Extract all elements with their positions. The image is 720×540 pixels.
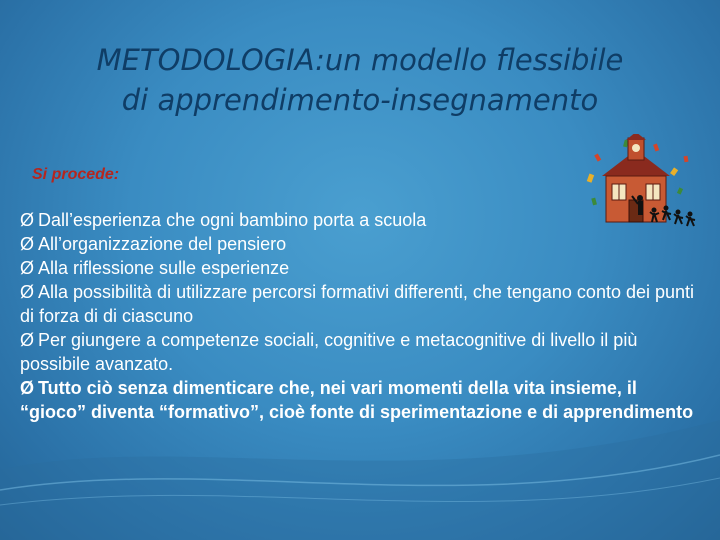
- list-item: [20, 376, 700, 424]
- list-item-text: All’organizzazione del pensiero: [38, 234, 287, 254]
- list-item: [20, 208, 700, 232]
- arrow-bullet-icon: Ø: [20, 282, 35, 302]
- list-item-text: Per giungere a competenze sociali, cognitive e metacognitive di livello il più possibile avanzato.: [20, 330, 638, 374]
- arrow-bullet-icon: Ø: [20, 258, 35, 278]
- list-item: [20, 280, 700, 328]
- arrow-bullet-icon: Ø: [20, 210, 35, 230]
- list-item: [20, 232, 700, 256]
- title-line-2: di apprendimento-insegnamento: [121, 83, 599, 117]
- arrow-bullet-icon: Ø: [20, 330, 35, 350]
- slide-title: [20, 40, 700, 120]
- subtitle: Si procede:: [32, 166, 120, 183]
- arrow-bullet-icon: Ø: [20, 234, 35, 254]
- list-item: [20, 256, 700, 280]
- arrow-bullet-icon: Ø: [20, 378, 35, 398]
- list-item-text: Dall’esperienza che ogni bambino porta a scuola: [38, 210, 427, 230]
- list-item: [20, 328, 700, 376]
- list-item-text: Tutto ciò senza dimenticare che, nei vari momenti della vita insieme, il “gioco” diventa “formativo”, cioè fonte di sperimentazione e di apprendimento: [20, 378, 694, 422]
- bullet-list: [20, 208, 700, 424]
- list-item-text: Alla riflessione sulle esperienze: [38, 258, 290, 278]
- list-item-text: Alla possibilità di utilizzare percorsi formativi differenti, che tengano conto dei punti di forza di di ciascuno: [20, 282, 695, 326]
- title-line-1: METODOLOGIA:un modello flessibile: [96, 43, 624, 77]
